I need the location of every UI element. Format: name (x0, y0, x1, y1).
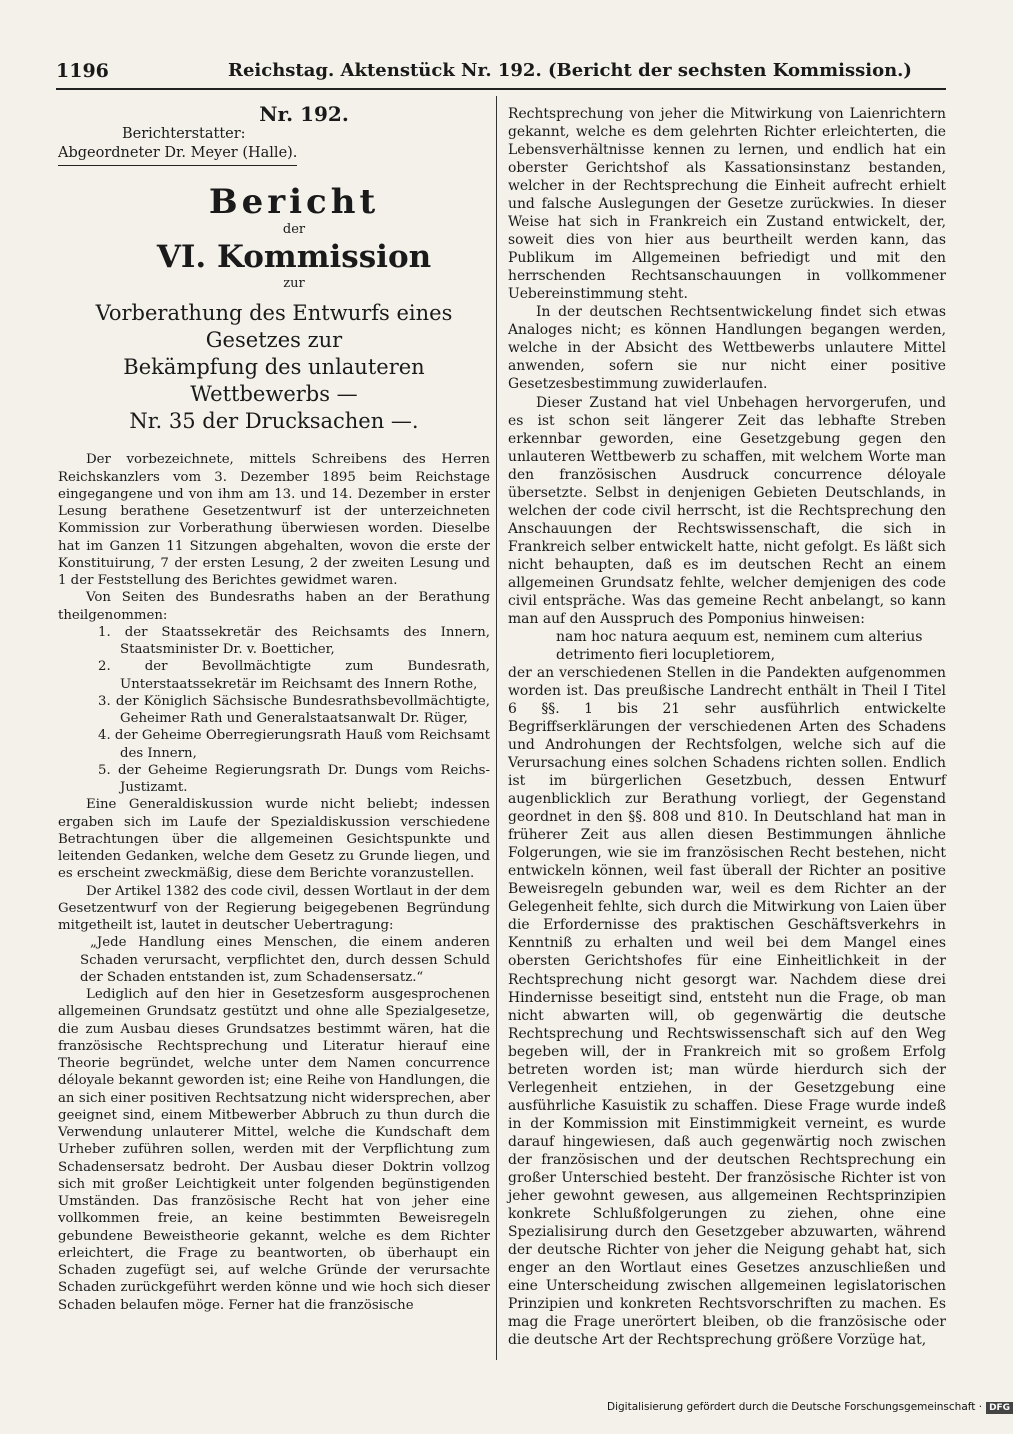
document-number: Nr. 192. (259, 102, 349, 126)
article-quote: „Jede Handlung eines Menschen, die einem anderen Schaden verursacht, verpflichtet den, durch dessen Schuld der Schaden entstanden ist, zum Schadensersatz.“ (80, 935, 490, 985)
report-title: Bericht (208, 182, 380, 223)
paragraph: der an verschiedenen Stellen in die Pandekten aufgenommen worden ist. Das preußische Landrecht enthält in Theil I Titel 6 §§. 1 bis 21 sehr ausführlich entwickelte Begriffserklärungen der verschiedenen Arten des Schadens und Androhungen der Rechtsfolgen, welche sich auf die Verursachung eines solchen Schadens richten sollen. Endlich ist im bürgerlichen Gesetzbuch, dessen Entwurf augenblicklich zur Berathung vorliegt, der Gegenstand geordnet in den §§. 808 und 810. In Deutschland hat man in früherer Zeit aus allen diesen Bestimmungen ähnliche Folgerungen, wie sie im französischen Recht bestehen, nicht entwickeln können, weil fast überall der Richter an positive Beweisregeln gebunden war, weil es dem Richter an der Gelegenheit fehlte, sich durch die Mitwirkung von Laien über die Erfordernisse des praktischen Geschäftsverkehrs in Kenntniß zu erhalten und weil bei dem Mangel eines obersten Gerichtshofes für eine Einheitlichkeit in der Rechtsprechung nicht gesorgt war. Nachdem diese drei Hindernisse beseitigt sind, entsteht nun die Frage, ob man nicht abwarten will, ob gegenwärtig die deutsche Rechtsprechung und Rechtswissenschaft sich auf den Weg begeben will, der in Frankreich mit so großem Erfolg betreten worden ist; man würde hierdurch sich der Verlegenheit entziehen, in der Gesetzgebung eine ausführliche Kasuistik zu schaffen. Diese Frage wurde indeß in der Kommission mit Einstimmigkeit verneint, es wurde darauf hingewiesen, daß auch gegenwärtig noch zwischen der französischen und der deutschen Rechtsprechung ein großer Unterschied besteht. Der französische Richter ist von jeher gewohnt gewesen, aus allgemeinen Rechtsprinzipien konkrete Schlußfolgerungen zu ziehen, ohne eine Spezialisirung durch den Gesetzgeber abzuwarten, während der deutsche Richter von jeher die Neigung gehabt hat, sich enger an den Wortlaut eines Gesetzes anzuschließen und eine Unterscheidung zwischen allgemeinen legislatorischen Prinzipien und konkreten Rechtsvorschriften zu machen. Es mag die Frage unerörtert bleiben, ob die französische oder die deutsche Art der Rechtsprechung größere Vorzüge hat, (508, 664, 946, 1349)
column-divider (496, 96, 497, 1360)
subtitle-line: Nr. 35 der Drucksachen —. (129, 409, 419, 434)
paragraph: In der deutschen Rechtsentwickelung findet sich etwas Analoges nicht; es können Handlungen begangen werden, welche in der Absicht des Wettbewerbs unlautere Mittel anwenden, sofern sie nur nicht einer positive Gesetzesbestimmung zuwiderlaufen. (508, 304, 946, 393)
paragraph: Der vorbezeichnete, mittels Schreibens des Herren Reichskanzlers vom 3. Dezember 1895 beim Reichstage eingegangene und von ihm am 13. und 14. Dezember in erster Lesung berathene Gesetzentwurf ist der unterzeichneten Kommission zur Vorberathung überwiesen worden. Dieselbe hat im Ganzen 11 Sitzungen abgehalten, wovon die erste der Konstituirung, 7 der ersten Lesung, 2 der zweiten Lesung und 1 der Feststellung des Berichtes gewidmet waren. (58, 452, 490, 588)
subtitle-line: Vorberathung des Entwurfs eines Gesetzes zur (95, 301, 453, 353)
title-der: der (282, 222, 306, 238)
subtitle-line: Bekämpfung des unlauteren Wettbewerbs — (123, 355, 425, 407)
list-item: 5. der Geheime Regierungsrath Dr. Dungs vom Reichs-Justizamt. (98, 762, 490, 795)
commission-title: VI. Kommission (156, 239, 432, 276)
latin-quote-line: detrimento fieri locupletiorem, (556, 646, 776, 663)
paragraph: Rechtsprechung von jeher die Mitwirkung von Laienrichtern gekannt, welche es dem gelehrten Richter erleichterten, die Lebensverhältnisse kennen zu lernen, und endlich hat ein oberster Gerichtshof als Kassationsinstanz bestanden, welcher in der Rechtsprechung die Einheit aufrecht erhielt und falsche Auslegungen der Gesetze zurückwies. In dieser Weise hat sich in Frankreich ein Zustand entwickelt, der, soweit dies von hier aus beurtheilt werden kann, das Publikum im Allgemeinen befriedigt und mit den herrschenden Rechtsanschauungen in vollkommener Uebereinstimmung steht. (508, 106, 946, 303)
paragraph: Der Artikel 1382 des code civil, dessen Wortlaut in der dem Gesetzentwurf von der Regierung beigegebenen Begründung mitgetheilt ist, lautet in deutscher Uebertragung: (58, 883, 490, 933)
dfg-logo: DFG (986, 1402, 1013, 1414)
rapporteur-name: Abgeordneter Dr. Meyer (Halle). (58, 144, 297, 166)
list-item: 3. der Königlich Sächsische Bundesrathsbevollmächtigte, Geheimer Rath und Generalstaatsanwalt Dr. Rüger, (98, 693, 490, 726)
paragraph: Dieser Zustand hat viel Unbehagen hervorgerufen, und es ist schon seit längerer Zeit das lebhafte Streben erkennbar geworden, eine Gesetzgebung gegen den unlauteren Wettbewerb zu schaffen, mit welchem Worte man den französischen Ausdruck concurrence déloyale übersetzte. Selbst in denjenigen Gebieten Deutschlands, in welchen der code civil herrscht, ist die Rechtsprechung den Anschauungen der Rechtswissenschaft, die sich in Frankreich selber entwickelt hatte, nicht gefolgt. Es läßt sich nicht behaupten, daß es im deutschen Recht an einem allgemeinen Grundsatz fehlte, welcher demjenigen des code civil entspräche. Was das gemeine Recht anbelangt, so kann man auf den Ausspruch des Pomponius hinweisen: (508, 394, 946, 627)
digitization-credit (607, 1401, 1013, 1414)
paragraph: Von Seiten des Bundesraths haben an der Berathung theilgenommen: (58, 590, 490, 623)
page-header (56, 60, 942, 88)
rapporteur-label: Berichterstatter: (122, 126, 246, 143)
paragraph: Lediglich auf den hier in Gesetzesform ausgesprochenen allgemeinen Grundsatz gestützt und ohne alle Spezialgesetze, die zum Ausbau dieses Grundsatzes bestimmt wären, hat die französische Rechtsprechung und Literatur hierauf eine Theorie begründet, welche unter dem Namen concurrence déloyale bekannt geworden ist; eine Reihe von Handlungen, die an sich einer positiven Rechtsatzung nicht widersprechen, aber geeignet sind, einem Mitbewerber Abbruch zu thun durch die Verwendung unlauterer Mittel, welche die Kundschaft dem Urheber zuführen sollen, werden mit der Verpflichtung zum Schadensersatz bedroht. Der Ausbau dieser Doktrin vollzog sich mit großer Leichtigkeit unter folgenden begünstigenden Umständen. Das französische Recht hat von jeher eine vollkommen freie, an keine bestimmten Beweisregeln gebundene Beweistheorie gekannt, welche es dem Richter erleichtert, die Frage zu beantworten, ob überhaupt ein Schaden zugefügt sei, auf welche Gründe der verursachte Schaden zurückgeführt werden könne und wie hoch sich dieser Schaden belaufen möge. Ferner hat die französische (58, 987, 490, 1313)
paragraph: Eine Generaldiskussion wurde nicht beliebt; indessen ergaben sich im Laufe der Spezialdiskussion verschiedene Betrachtungen über die allgemeinen Gesichtspunkte und leitenden Gedanken, welche dem Gesetz zu Grunde liegen, und es erscheint zweckmäßig, diese dem Berichte voranzustellen. (58, 797, 490, 882)
right-column (508, 105, 946, 1349)
credit-text: Digitalisierung gefördert durch die Deutsche Forschungsgemeinschaft · (607, 1401, 983, 1413)
page-number: 1196 (56, 60, 109, 82)
participant-list (58, 624, 490, 797)
list-item: 4. der Geheime Oberregierungsrath Hauß vom Reichsamt des Innern, (98, 728, 490, 761)
report-subtitle (58, 300, 490, 435)
title-zur: zur (283, 276, 305, 292)
list-item: 1. der Staatssekretär des Reichsamts des Innern, Staatsminister Dr. v. Boetticher, (98, 624, 490, 657)
latin-quote-line: nam hoc natura aequum est, neminem cum alterius (556, 628, 923, 645)
running-title: Reichstag. Aktenstück Nr. 192. (Bericht der sechsten Kommission.) (228, 60, 912, 81)
left-column (58, 96, 490, 1314)
list-item: 2. der Bevollmächtigte zum Bundesrath, Unterstaatssekretär im Reichsamt des Innern Rothe, (98, 659, 490, 692)
header-rule (56, 88, 946, 90)
